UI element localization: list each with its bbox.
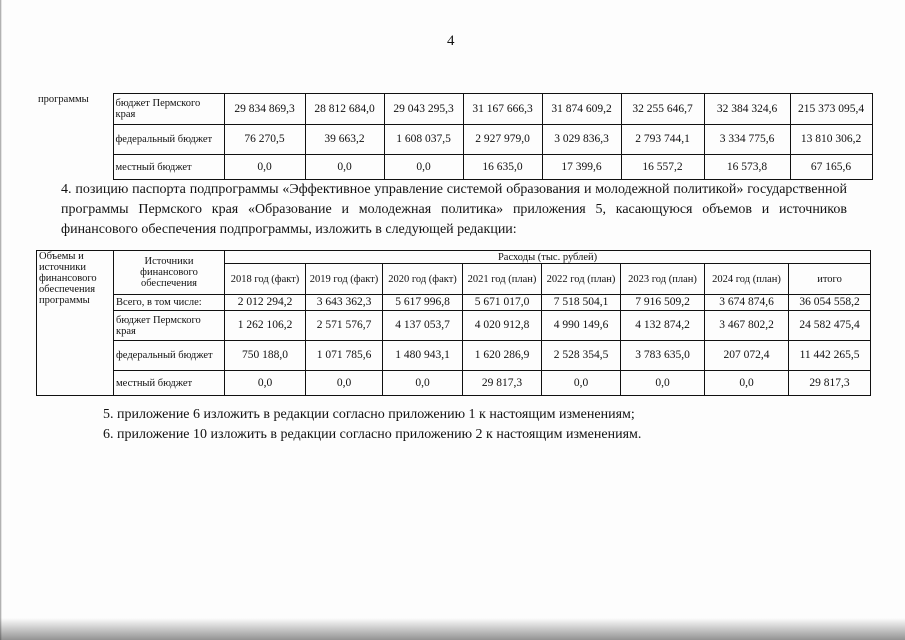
table-row bbox=[37, 295, 871, 311]
table-cell: 36 054 558,2 bbox=[789, 295, 871, 311]
table-cell: 32 384 324,6 bbox=[704, 94, 790, 125]
table-cell: 76 270,5 bbox=[224, 125, 305, 155]
table-cell: 17 399,6 bbox=[542, 155, 621, 180]
table-cell: 0,0 bbox=[306, 371, 383, 396]
table-cell: 4 132 874,2 bbox=[621, 311, 705, 341]
table-cell: 7 916 509,2 bbox=[621, 295, 705, 311]
table-cell: 29 817,3 bbox=[463, 371, 542, 396]
table-cell: 1 620 286,9 bbox=[463, 341, 542, 371]
table-cell: 0,0 bbox=[305, 155, 384, 180]
table-cell: 39 663,2 bbox=[305, 125, 384, 155]
table-cell: 4 990 149,6 bbox=[542, 311, 621, 341]
row-label: местный бюджет bbox=[113, 155, 224, 180]
table-cell: 3 674 874,6 bbox=[705, 295, 789, 311]
header-row bbox=[37, 251, 871, 264]
table-cell: 0,0 bbox=[224, 155, 305, 180]
year-header: 2019 год (факт) bbox=[306, 264, 383, 295]
table-cell: 1 262 106,2 bbox=[225, 311, 306, 341]
table-cell: 31 167 666,3 bbox=[463, 94, 542, 125]
row-label: Всего, в том числе: bbox=[114, 295, 225, 311]
table-cell: 3 029 836,3 bbox=[542, 125, 621, 155]
row-label: местный бюджет bbox=[114, 371, 225, 396]
left-label: Объемы и источники финансового обеспечения программы bbox=[37, 251, 114, 396]
table-cell: 3 467 802,2 bbox=[705, 311, 789, 341]
row-label: бюджет Пермского края bbox=[113, 94, 224, 125]
table-cell: 2 528 354,5 bbox=[542, 341, 621, 371]
row-label: федеральный бюджет bbox=[113, 125, 224, 155]
table-cell: 0,0 bbox=[383, 371, 463, 396]
table-cell: 29 834 869,3 bbox=[224, 94, 305, 125]
row-label: федеральный бюджет bbox=[114, 341, 225, 371]
table-cell: 11 442 265,5 bbox=[789, 341, 871, 371]
table-cell: 750 188,0 bbox=[225, 341, 306, 371]
row-label: бюджет Пермского края bbox=[114, 311, 225, 341]
table-cell: 24 582 475,4 bbox=[789, 311, 871, 341]
expenses-header: Расходы (тыс. рублей) bbox=[225, 251, 871, 264]
table-cell: 1 480 943,1 bbox=[383, 341, 463, 371]
table-cell: 5 671 017,0 bbox=[463, 295, 542, 311]
table-cell: 1 608 037,5 bbox=[384, 125, 463, 155]
table-cell: 1 071 785,6 bbox=[306, 341, 383, 371]
table-cell: 4 137 053,7 bbox=[383, 311, 463, 341]
table-cell: 2 927 979,0 bbox=[463, 125, 542, 155]
table-cell: 3 783 635,0 bbox=[621, 341, 705, 371]
year-header: итого bbox=[789, 264, 871, 295]
funding-table-continued bbox=[36, 93, 873, 180]
table-row bbox=[36, 94, 872, 125]
table-row bbox=[36, 125, 872, 155]
funding-table bbox=[36, 250, 871, 396]
table-cell: 4 020 912,8 bbox=[463, 311, 542, 341]
table-row bbox=[37, 371, 871, 396]
table-cell: 3 334 775,6 bbox=[704, 125, 790, 155]
table-cell: 207 072,4 bbox=[705, 341, 789, 371]
table-cell: 0,0 bbox=[542, 371, 621, 396]
table-cell: 29 043 295,3 bbox=[384, 94, 463, 125]
sources-header: Источники финансового обеспечения bbox=[114, 251, 225, 295]
paragraph-5: 5. приложение 6 изложить в редакции согласно приложению 1 к настоящим изменениям; bbox=[103, 407, 635, 422]
paragraph-4: 4. позицию паспорта подпрограммы «Эффективное управление системой образования и молодежной политикой» государственной программы Пермского края «Образование и молодежная политика» приложения 5, касающуюся объемов и источников финансового обеспечения подпрограммы, изложить в следующей редакции: bbox=[61, 182, 847, 237]
table-row bbox=[36, 155, 872, 180]
year-header: 2024 год (план) bbox=[705, 264, 789, 295]
table-cell: 32 255 646,7 bbox=[621, 94, 704, 125]
table-cell: 5 617 996,8 bbox=[383, 295, 463, 311]
table-cell: 3 643 362,3 bbox=[306, 295, 383, 311]
page-number: 4 bbox=[447, 33, 455, 49]
year-header: 2021 год (план) bbox=[463, 264, 542, 295]
year-header: 2023 год (план) bbox=[621, 264, 705, 295]
table-cell: 13 810 306,2 bbox=[790, 125, 872, 155]
table-cell: 0,0 bbox=[621, 371, 705, 396]
table-cell: 28 812 684,0 bbox=[305, 94, 384, 125]
scan-edge bbox=[0, 0, 2, 640]
table-cell: 31 874 609,2 bbox=[542, 94, 621, 125]
table-cell: 29 817,3 bbox=[789, 371, 871, 396]
year-header: 2018 год (факт) bbox=[225, 264, 306, 295]
table-cell: 215 373 095,4 bbox=[790, 94, 872, 125]
year-header: 2020 год (факт) bbox=[383, 264, 463, 295]
table-cell: 67 165,6 bbox=[790, 155, 872, 180]
table-cell: 2 571 576,7 bbox=[306, 311, 383, 341]
table-row bbox=[37, 341, 871, 371]
table-cell: 2 793 744,1 bbox=[621, 125, 704, 155]
scan-shadow bbox=[0, 618, 905, 640]
paragraph-6: 6. приложение 10 изложить в редакции согласно приложению 2 к настоящим изменениям. bbox=[103, 427, 642, 442]
table-cell: 16 635,0 bbox=[463, 155, 542, 180]
table-cell: 0,0 bbox=[225, 371, 306, 396]
year-header: 2022 год (план) bbox=[542, 264, 621, 295]
table-cell: 7 518 504,1 bbox=[542, 295, 621, 311]
table-row bbox=[37, 311, 871, 341]
table-cell: 16 557,2 bbox=[621, 155, 704, 180]
table-cell: 0,0 bbox=[384, 155, 463, 180]
table-cell: 16 573,8 bbox=[704, 155, 790, 180]
table-cell: 2 012 294,2 bbox=[225, 295, 306, 311]
table-cell: 0,0 bbox=[705, 371, 789, 396]
left-label: программы bbox=[36, 94, 113, 180]
